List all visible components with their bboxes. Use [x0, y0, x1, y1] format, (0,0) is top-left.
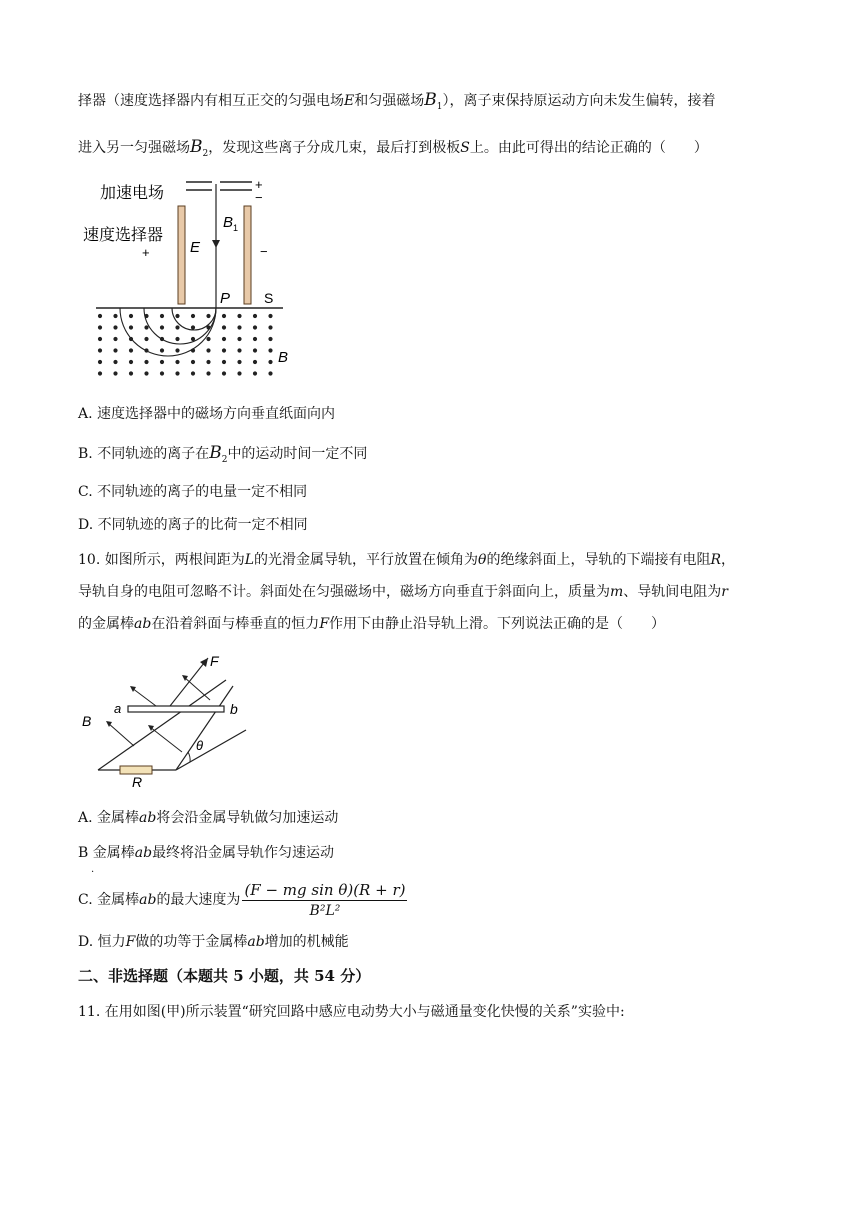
q10-line-1: [78, 550, 735, 570]
field-dot: [191, 371, 195, 375]
text: 择器（速度选择器内有相互正交的匀强电场: [78, 93, 344, 109]
symbol-ab: ab: [139, 810, 157, 826]
angle-arc: [188, 752, 190, 762]
field-dot: [253, 360, 257, 364]
symbol-m: m: [610, 584, 624, 600]
field-dot: [175, 348, 179, 352]
field-dot: [113, 337, 117, 341]
field-dot: [268, 337, 272, 341]
inclined-rails-figure: [78, 650, 278, 795]
q9-option-c: [78, 482, 307, 502]
field-dot: [160, 348, 164, 352]
symbol-b1: B: [424, 90, 437, 110]
field-dot: [206, 337, 210, 341]
field-dot: [206, 348, 210, 352]
field-arrow-head-icon: [130, 686, 136, 692]
field-dot: [160, 337, 164, 341]
text: 11. 在用如图(甲)所示装置“研究回路中感应电动势大小与磁通量变化快慢的关系”实验中:: [78, 1004, 625, 1020]
field-dot: [253, 314, 257, 318]
text: 二、非选择题（本题共 5 小题，共 54 分）: [78, 967, 371, 985]
label-b1-sub: 1: [233, 223, 239, 233]
field-dot: [191, 348, 195, 352]
field-dot: [237, 348, 241, 352]
label-a: a: [114, 701, 122, 716]
q11-line-1: [78, 1002, 625, 1022]
field-dot: [160, 314, 164, 318]
field-dot: [113, 371, 117, 375]
text: ，: [721, 552, 735, 568]
text: 进入另一匀强磁场: [78, 140, 190, 156]
field-dot: [253, 348, 257, 352]
selector-plate-left: [178, 206, 185, 304]
label-f: F: [210, 653, 219, 669]
text: B: [78, 845, 89, 861]
section-2-title: [78, 966, 370, 986]
field-dot: [113, 360, 117, 364]
text: C. 不同轨迹的离子的电量一定不相同: [78, 484, 308, 500]
field-dot: [222, 337, 226, 341]
field-dot: [237, 314, 241, 318]
text: ，发现这些离子分成几束，最后打到极板: [208, 140, 461, 156]
field-dot: [129, 348, 133, 352]
label-e: E: [190, 239, 201, 256]
beam-arrow-icon: [212, 240, 220, 248]
field-dot: [175, 360, 179, 364]
text: D. 不同轨迹的离子的比荷一定不相同: [78, 517, 308, 533]
symbol-f: F: [125, 934, 136, 950]
field-dot: [268, 325, 272, 329]
text: 将会沿金属导轨做匀加速运动: [156, 810, 339, 826]
field-dot: [144, 314, 148, 318]
label-theta: θ: [196, 738, 204, 753]
text: 的光滑金属导轨，平行放置在倾角为: [254, 552, 479, 568]
field-dot: [98, 371, 102, 375]
text: 金属棒: [88, 845, 135, 861]
subscript: 2: [221, 454, 228, 465]
field-dot: [222, 325, 226, 329]
field-dot: [98, 348, 102, 352]
text: 增加的机械能: [264, 934, 349, 950]
text: A. 金属棒: [78, 810, 140, 826]
symbol-f: F: [319, 616, 330, 632]
magnetic-field-dots: [98, 314, 273, 376]
field-dot: [160, 360, 164, 364]
symbol-b2: B: [209, 443, 222, 463]
label-b: b: [230, 701, 238, 717]
incline-base: [176, 730, 246, 770]
text: 的金属棒: [78, 616, 134, 632]
text: 最终将沿金属导轨作匀速运动: [152, 845, 335, 861]
field-dot: [237, 337, 241, 341]
field-arrow-head-icon: [148, 725, 154, 731]
plus-sign: +: [255, 177, 263, 192]
text: 作用下由静止沿导轨上滑。下列说法正确的是（ ）: [329, 616, 666, 632]
field-arrow: [108, 723, 134, 746]
label-s: S: [264, 290, 274, 306]
q9-option-d: [78, 515, 308, 535]
symbol-r: r: [721, 584, 728, 600]
field-dot: [98, 314, 102, 318]
field-dot: [98, 325, 102, 329]
field-dot: [144, 360, 148, 364]
label-b-field: B: [82, 713, 92, 729]
field-dot: [175, 371, 179, 375]
field-dot: [144, 337, 148, 341]
label-r: R: [132, 774, 143, 790]
text: 上。由此可得出的结论正确的（ ）: [469, 140, 708, 156]
field-dot: [113, 314, 117, 318]
field-arrow: [150, 727, 182, 752]
symbol-theta: θ: [478, 552, 487, 568]
field-dot: [144, 371, 148, 375]
field-dot: [175, 337, 179, 341]
symbol-e: E: [344, 93, 355, 109]
field-dot: [206, 371, 210, 375]
field-dot: [98, 360, 102, 364]
text: 10. 如图所示，两根间距为: [78, 552, 245, 568]
q9-line-1: [78, 90, 715, 117]
field-dot: [253, 371, 257, 375]
field-dot: [98, 337, 102, 341]
field-dot: [222, 314, 226, 318]
field-dot: [113, 325, 117, 329]
field-dot: [175, 325, 179, 329]
symbol-l: L: [244, 552, 255, 568]
text: 中的运动时间一定不同: [227, 446, 368, 462]
text: 和匀强磁场: [354, 93, 425, 109]
symbol-ab: ab: [247, 934, 265, 950]
symbol-r-cap: R: [710, 552, 721, 568]
field-dot: [129, 337, 133, 341]
text: 的最大速度为: [156, 892, 241, 908]
field-dot: [206, 325, 210, 329]
text: 导轨自身的电阻可忽略不计。斜面处在匀强磁场中，磁场方向垂直于斜面向上，质量为: [78, 584, 610, 600]
field-dot: [253, 325, 257, 329]
q10-option-b: [78, 843, 334, 863]
q9-option-a: [78, 404, 335, 424]
plus-sign: +: [142, 245, 150, 260]
q10-line-3: [78, 614, 665, 634]
field-dot: [175, 314, 179, 318]
option-dot: .: [91, 864, 95, 875]
field-dot: [268, 371, 272, 375]
subscript: 1: [436, 101, 443, 112]
force-arrow-head-icon: [200, 658, 208, 667]
field-dot: [237, 325, 241, 329]
accel-label: 加速电场: [100, 185, 165, 202]
mass-spectrometer-figure: [78, 170, 308, 390]
field-dot: [237, 360, 241, 364]
resistor: [120, 766, 152, 774]
field-dot: [191, 337, 195, 341]
field-dot: [222, 360, 226, 364]
text: C. 金属棒: [78, 892, 140, 908]
field-dot: [191, 360, 195, 364]
symbol-ab: ab: [134, 845, 153, 861]
field-dot: [144, 348, 148, 352]
text: A. 速度选择器中的磁场方向垂直纸面向内: [78, 406, 336, 422]
field-arrow: [132, 688, 156, 706]
field-dot: [206, 360, 210, 364]
field-dot: [253, 337, 257, 341]
field-dot: [191, 314, 195, 318]
text: B. 不同轨迹的离子在: [78, 446, 210, 462]
field-dot: [222, 348, 226, 352]
trajectory-3: [120, 308, 216, 356]
q10-option-d: [78, 932, 349, 952]
text: 的绝缘斜面上，导轨的下端接有电阻: [486, 552, 711, 568]
metal-rod-ab: [128, 706, 224, 712]
subscript: 2: [202, 148, 209, 159]
label-p: P: [220, 290, 231, 307]
text: 做的功等于金属棒: [135, 934, 248, 950]
field-dot: [129, 314, 133, 318]
field-dot: [268, 360, 272, 364]
symbol-s: S: [460, 140, 470, 156]
field-dot: [268, 348, 272, 352]
symbol-b2: B: [190, 137, 203, 157]
field-dot: [191, 325, 195, 329]
field-dot: [237, 371, 241, 375]
text: ），离子束保持原运动方向未发生偏转，接着: [442, 93, 716, 109]
field-dot: [144, 325, 148, 329]
text: 、导轨间电阻为: [623, 584, 722, 600]
q10-line-2: [78, 582, 728, 602]
field-dot: [222, 371, 226, 375]
formula-numerator: (F − mg sin θ)(R + r): [244, 880, 406, 899]
field-dot: [160, 325, 164, 329]
label-b: B: [278, 349, 289, 366]
field-dot: [129, 371, 133, 375]
symbol-ab: ab: [139, 892, 157, 908]
max-velocity-formula: [242, 881, 407, 920]
minus-sign: −: [260, 244, 268, 259]
rail-right: [176, 686, 233, 770]
q9-option-b: [78, 443, 367, 470]
label-b1: B: [223, 214, 234, 231]
field-dot: [129, 325, 133, 329]
selector-plate-right: [244, 206, 251, 304]
field-dot: [268, 314, 272, 318]
field-dot: [129, 360, 133, 364]
field-dot: [206, 314, 210, 318]
symbol-ab: ab: [134, 616, 152, 632]
text: 在沿着斜面与棒垂直的恒力: [151, 616, 320, 632]
formula-denominator: B²L²: [309, 902, 341, 919]
field-dot: [160, 371, 164, 375]
field-dot: [113, 348, 117, 352]
q10-option-a: [78, 808, 338, 828]
q10-option-c: [78, 878, 407, 922]
text: D. 恒力: [78, 934, 126, 950]
field-arrow: [184, 677, 210, 700]
q9-line-2: [78, 137, 708, 164]
selector-label: 速度选择器: [83, 227, 164, 244]
minus-sign: −: [255, 190, 263, 205]
